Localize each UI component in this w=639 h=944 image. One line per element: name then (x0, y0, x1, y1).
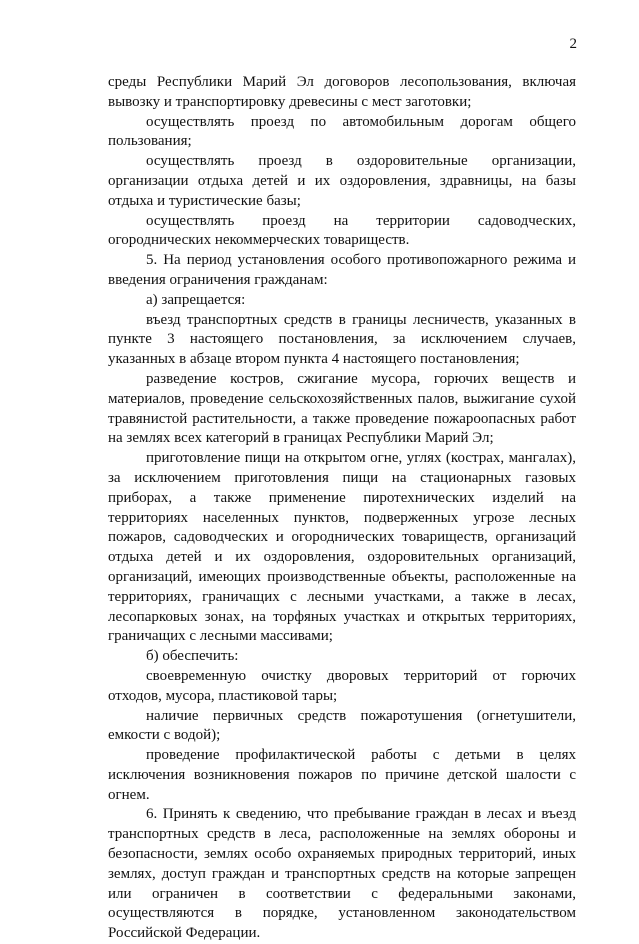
paragraph-yard-cleaning: своевременную очистку дворовых территорий от горючих отходов, мусора, пластиковой тары; (108, 667, 576, 704)
paragraph-vehicle-entry-ban: въезд транспортных средств в границы лесничеств, указанных в пункте 3 настоящего постановления, за исключением случаев, указанных в абзаце втором пункта 4 настоящего постановления; (108, 311, 576, 368)
paragraph-burning-ban: разведение костров, сжигание мусора, горючих веществ и материалов, проведение сельскохозяйственных палов, выжигание сухой травянистой растительности, а также проведение пожароопасных работ на землях всех категорий в границах Республики Марий Эл; (108, 370, 576, 447)
subitem-a-heading: а) запрещается: (146, 291, 246, 308)
paragraph-open-fire-cooking-ban: приготовление пищи на открытом огне, углях (кострах, мангалах), за исключением приготовления пищи на стационарных газовых приборах, а также применение пиротехнических изделий на территориях населенных пунктов, подверженных угрозе лесных пожаров, садоводческих и огороднических товариществ, организаций отдыха детей и их оздоровления, оздоровительных организаций, организаций, имеющих производственные объекты, расположенные на территориях, граничащих с лесными участками, а также в лесах, лесопарковых зонах, на торфяных участках и открытых территориях, граничащих с лесными массивами; (108, 450, 576, 645)
document-body (108, 73, 576, 944)
paragraph-item-5: 5. На период установления особого противопожарного режима и введения ограничения гражданам: (108, 252, 576, 288)
paragraph-health-facilities-travel: осуществлять проезд в оздоровительные организации, организации отдыха детей и их оздоровления, здравницы, на базы отдыха и туристические базы; (108, 153, 576, 209)
paragraph-continuation: среды Республики Марий Эл договоров лесопользования, включая вывозку и транспортировку древесины с мест заготовки; (108, 74, 576, 110)
paragraph-firefighting-equipment: наличие первичных средств пожаротушения (огнетушители, емкости с водой); (108, 707, 576, 744)
paragraph-road-travel: осуществлять проезд по автомобильным дорогам общего пользования; (108, 113, 576, 150)
paragraph-child-prevention-work: проведение профилактической работы с детьми в целях исключения возникновения пожаров по причине детской шалости с огнем. (108, 747, 576, 803)
subitem-b-heading: б) обеспечить: (146, 648, 239, 665)
page-number: 2 (569, 36, 577, 52)
paragraph-item-6: 6. Принять к сведению, что пребывание граждан в лесах и въезд транспортных средств в леса, расположенные на землях обороны и безопасности, землях особо охраняемых природных территорий, иных землях, доступ граждан и транспортных средств на которые запрещен или ограничен в соответствии с федеральными законами, осуществляются в порядке, установленном законодательством Российской Федерации. (108, 806, 576, 942)
paragraph-garden-territories-travel: осуществлять проезд на территории садоводческих, огороднических некоммерческих товариществ. (108, 212, 576, 249)
